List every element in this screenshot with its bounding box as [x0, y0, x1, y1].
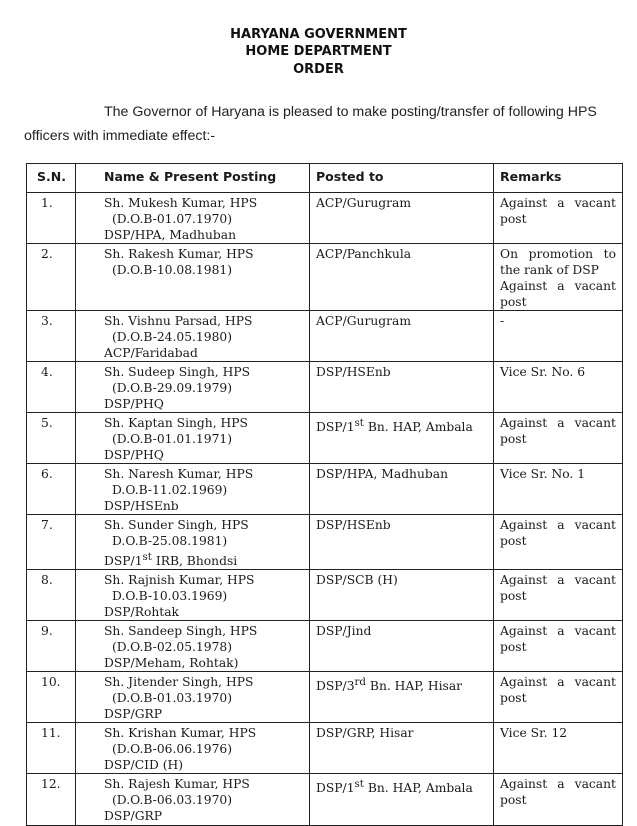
column-header-name: Name & Present Posting: [76, 164, 310, 193]
posting-table: [26, 163, 623, 826]
cell-sn: 6.: [27, 464, 76, 515]
officer-name: Sh. Vishnu Parsad, HPS: [104, 314, 253, 328]
remarks-line: Against a vacant post: [500, 279, 616, 309]
officer-name: Sh. Krishan Kumar, HPS: [104, 726, 257, 741]
officer-name: Sh. Kaptan Singh, HPS: [104, 416, 248, 430]
table-row: [27, 621, 623, 672]
officer-dob: (D.O.B-24.05.1980): [112, 330, 233, 344]
officer-dob: (D.O.B-10.08.1981): [112, 263, 233, 277]
present-posting: DSP/Rohtak: [104, 605, 180, 620]
present-posting: DSP/GRP: [104, 809, 163, 824]
officer-name: Sh. Mukesh Kumar, HPS: [104, 196, 258, 210]
posted-to-text: DSP/1: [316, 781, 355, 796]
cell-name-posting: [76, 311, 310, 362]
ordinal-suffix: rd: [354, 676, 366, 689]
header-line-order: ORDER: [293, 62, 344, 77]
present-posting: [104, 549, 305, 569]
cell-posted-to: ACP/Gurugram: [310, 311, 494, 362]
posted-to-text: DSP/3: [316, 679, 355, 694]
cell-sn: 4.: [27, 362, 76, 413]
cell-sn: 7.: [27, 515, 76, 570]
cell-name-posting: [76, 570, 310, 621]
cell-sn: 9.: [27, 621, 76, 672]
cell-remarks: Against a vacant post: [494, 774, 623, 826]
present-posting: DSP/HSEnb: [104, 499, 179, 513]
officer-name: Sh. Rakesh Kumar, HPS: [104, 247, 254, 261]
cell-name-posting: [76, 413, 310, 464]
cell-posted-to: [310, 672, 494, 723]
table-row: [27, 413, 623, 464]
table-header-row: [27, 164, 623, 193]
cell-posted-to: ACP/Panchkula: [310, 244, 494, 311]
cell-name-posting: [76, 464, 310, 515]
table-row: [27, 672, 623, 723]
posted-to-text: Bn. HAP, Ambala: [363, 420, 473, 435]
officer-name: Sh. Sunder Singh, HPS: [104, 518, 249, 532]
officer-dob: (D.O.B-06.06.1976): [112, 742, 233, 757]
cell-posted-to: DSP/HSEnb: [310, 362, 494, 413]
cell-sn: 2.: [27, 244, 76, 311]
present-posting-text: IRB, Bhondsi: [151, 554, 238, 569]
posted-to-text: DSP/1: [316, 420, 355, 435]
cell-name-posting: [76, 515, 310, 570]
officer-dob: D.O.B-10.03.1969): [112, 589, 228, 604]
present-posting: DSP/CID (H): [104, 758, 184, 773]
present-posting: DSP/PHQ: [104, 397, 164, 411]
column-header-posted-to: Posted to: [310, 164, 494, 193]
cell-posted-to: [310, 774, 494, 826]
cell-sn: 8.: [27, 570, 76, 621]
cell-remarks: Vice Sr. No. 1: [494, 464, 623, 515]
officer-dob: D.O.B-11.02.1969): [112, 483, 228, 497]
officer-dob: (D.O.B-29.09.1979): [112, 381, 233, 395]
cell-sn: 3.: [27, 311, 76, 362]
officer-dob: (D.O.B-01.01.1971): [112, 432, 233, 446]
cell-posted-to: DSP/HSEnb: [310, 515, 494, 570]
table-row: [27, 362, 623, 413]
cell-name-posting: [76, 774, 310, 826]
cell-posted-to: DSP/GRP, Hisar: [310, 723, 494, 774]
remarks-line: On promotion to the rank of DSP: [500, 247, 616, 277]
cell-remarks: Against a vacant post: [494, 193, 623, 244]
officer-dob: (D.O.B-02.05.1978): [112, 640, 233, 655]
present-posting-text: DSP/1: [104, 554, 143, 569]
cell-posted-to: DSP/Jind: [310, 621, 494, 672]
table-row: [27, 723, 623, 774]
ordinal-suffix: st: [354, 417, 364, 429]
cell-name-posting: [76, 193, 310, 244]
posted-to-text: Bn. HAP, Ambala: [363, 781, 473, 796]
table-row: [27, 774, 623, 826]
cell-remarks: Against a vacant post: [494, 621, 623, 672]
present-posting: DSP/HPA, Madhuban: [104, 228, 237, 242]
cell-name-posting: [76, 723, 310, 774]
present-posting: DSP/PHQ: [104, 448, 164, 462]
cell-posted-to: ACP/Gurugram: [310, 193, 494, 244]
officer-name: Sh. Rajnish Kumar, HPS: [104, 573, 255, 588]
cell-remarks: Vice Sr. 12: [494, 723, 623, 774]
table-row: [27, 193, 623, 244]
table-row: [27, 515, 623, 570]
cell-sn: 11.: [27, 723, 76, 774]
cell-remarks: Against a vacant post: [494, 672, 623, 723]
cell-name-posting: [76, 672, 310, 723]
cell-posted-to: DSP/SCB (H): [310, 570, 494, 621]
ordinal-suffix: st: [354, 778, 364, 791]
table-row: [27, 244, 623, 311]
intro-paragraph: The Governor of Haryana is pleased to make posting/transfer of following HPS officers with immediate effect:-: [24, 104, 597, 144]
cell-name-posting: [76, 621, 310, 672]
present-posting: ACP/Faridabad: [104, 346, 198, 360]
cell-remarks: Vice Sr. No. 6: [494, 362, 623, 413]
officer-dob: D.O.B-25.08.1981): [112, 534, 228, 548]
cell-sn: 5.: [27, 413, 76, 464]
cell-remarks: [494, 244, 623, 311]
cell-sn: 12.: [27, 774, 76, 826]
table-row: [27, 570, 623, 621]
table-row: [27, 464, 623, 515]
cell-remarks: Against a vacant post: [494, 570, 623, 621]
header-line-department: HOME DEPARTMENT: [245, 44, 392, 59]
present-posting: DSP/GRP: [104, 707, 163, 722]
header-line-government: HARYANA GOVERNMENT: [230, 27, 407, 42]
officer-dob: (D.O.B-01.03.1970): [112, 691, 233, 706]
officer-name: Sh. Jitender Singh, HPS: [104, 675, 254, 690]
officer-name: Sh. Rajesh Kumar, HPS: [104, 777, 250, 792]
officer-name: Sh. Naresh Kumar, HPS: [104, 467, 254, 481]
table-row: [27, 311, 623, 362]
cell-name-posting: [76, 362, 310, 413]
cell-posted-to: DSP/HPA, Madhuban: [310, 464, 494, 515]
present-posting: DSP/Meham, Rohtak): [104, 656, 239, 671]
cell-remarks: Against a vacant post: [494, 413, 623, 464]
cell-sn: 1.: [27, 193, 76, 244]
cell-sn: 10.: [27, 672, 76, 723]
cell-remarks: Against a vacant post: [494, 515, 623, 570]
cell-remarks: -: [494, 311, 623, 362]
officer-name: Sh. Sandeep Singh, HPS: [104, 624, 258, 639]
column-header-sn: S.N.: [27, 164, 76, 193]
officer-name: Sh. Sudeep Singh, HPS: [104, 365, 251, 379]
cell-name-posting: [76, 244, 310, 311]
ordinal-suffix: st: [142, 551, 152, 563]
officer-dob: (D.O.B-06.03.1970): [112, 793, 233, 808]
cell-posted-to: [310, 413, 494, 464]
officer-dob: (D.O.B-01.07.1970): [112, 212, 233, 226]
column-header-remarks: Remarks: [494, 164, 623, 193]
posted-to-text: Bn. HAP, Hisar: [366, 679, 463, 694]
